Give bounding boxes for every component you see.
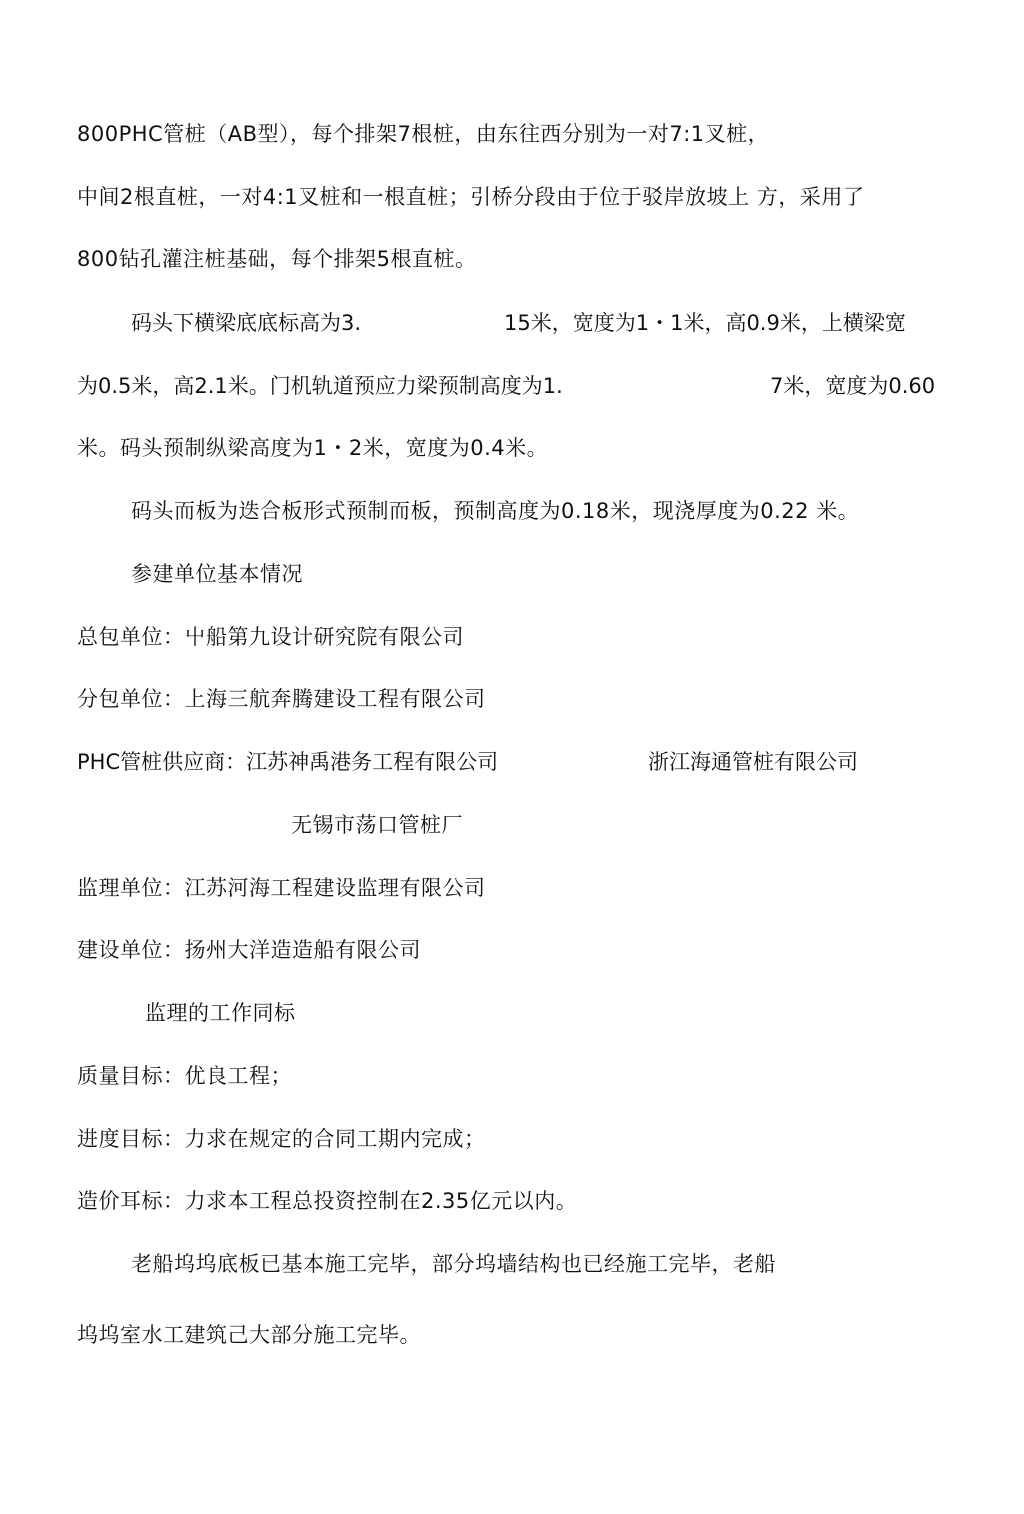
quality-goal: 质量目标：优良工程； <box>77 1064 292 1088</box>
schedule-goal: 进度目标：力求在规定的合同工期内完成； <box>77 1127 486 1151</box>
phc-supplier-tertiary: 无锡市荡口管桩厂 <box>291 813 463 837</box>
paragraph-line: 中间2根直桩，一对4:1叉桩和一根直桩；引桥分段由于位于驳岸放坡上 方，采用了 <box>77 185 865 209</box>
supervisor: 监理单位：江苏河海工程建设监理有限公司 <box>77 876 486 900</box>
phc-supplier-secondary: 浙江海通管桩有限公司 <box>648 750 858 774</box>
section-heading: 参建单位基本情况 <box>131 562 303 586</box>
cost-goal: 造价耳标：力求本工程总投资控制在2.35亿元以内。 <box>77 1189 578 1213</box>
paragraph-line: 老船坞坞底板已基本施工完毕，部分坞墙结构也已经施工完毕，老船 <box>131 1252 776 1276</box>
paragraph-line-segment: 7米，宽度为0.60 <box>770 374 936 398</box>
paragraph-line: 码头而板为迭合板形式预制而板，预制高度为0.18米，现浇厚度为0.22 米。 <box>131 499 860 523</box>
paragraph-line: 坞坞室水工建筑己大部分施工完毕。 <box>77 1323 421 1347</box>
paragraph-line: 800PHC管桩（AB型），每个排架7根桩，由东往西分别为一对7:1叉桩， <box>77 122 770 146</box>
paragraph-line-segment: 为0.5米，高2.1米。门机轨道预应力梁预制高度为1. <box>77 374 563 398</box>
subcontractor: 分包单位：上海三航奔腾建设工程有限公司 <box>77 687 486 711</box>
phc-supplier-primary: PHC管桩供应商：江苏神禹港务工程有限公司 <box>77 750 499 774</box>
paragraph-line-segment: 15米，宽度为1・1米，高0.9米，上横梁宽 <box>504 311 906 335</box>
paragraph-line-segment: 码头下横梁底底标高为3. <box>131 311 362 335</box>
section-heading: 监理的工作同标 <box>145 1001 296 1025</box>
paragraph-line: 米。码头预制纵梁高度为1・2米，宽度为0.4米。 <box>77 436 549 460</box>
general-contractor: 总包单位：屮船第九设计研究院有限公司 <box>77 625 464 649</box>
owner: 建设单位：扬州大洋造造船有限公司 <box>77 938 421 962</box>
paragraph-line: 800钻孔灌注桩基础，每个排架5根直桩。 <box>77 247 477 271</box>
